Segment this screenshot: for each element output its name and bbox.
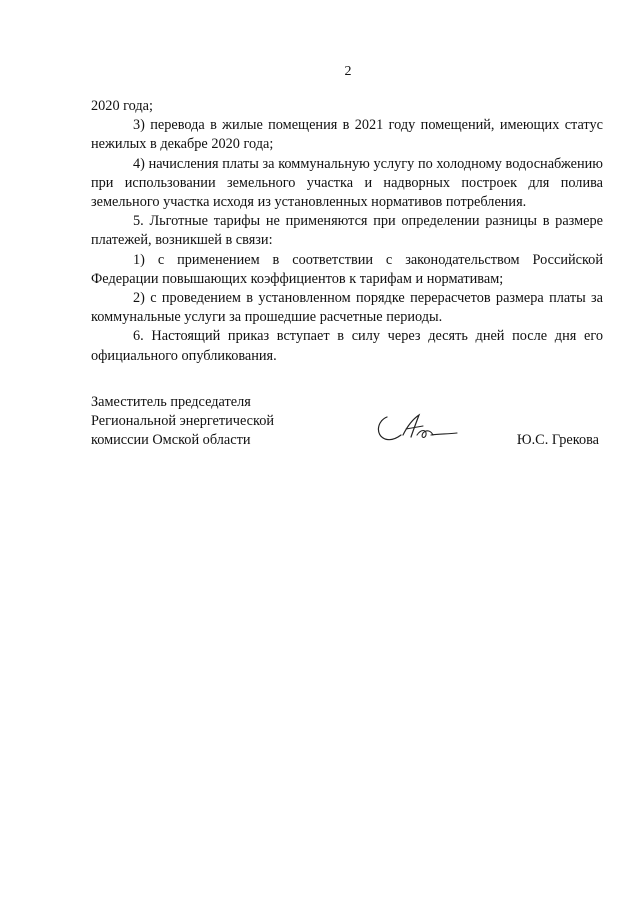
signatory-name: Ю.С. Грекова [516, 432, 599, 448]
paragraph-continuation: 2020 года; [91, 98, 154, 114]
signatory-title-line-1: Заместитель председателя [91, 394, 251, 410]
paragraph-section-5: 5. Льготные тарифы не применяются при определении разницы в размере платежей, возникшей в связи: [91, 213, 603, 249]
signature-block [91, 393, 603, 463]
signatory-title-line-2: Региональной энергетической [91, 413, 275, 430]
document-body [91, 97, 603, 366]
paragraph-section-6: 6. Настоящий приказ вступает в силу через десять дней после дня его официального опубликования. [91, 328, 603, 364]
handwritten-signature-icon [373, 405, 463, 447]
page-number: 2 [344, 64, 352, 79]
paragraph-subitem-1: 1) с применением в соответствии с законодательством Российской Федерации повышающих коэффициентов к тарифам и нормативам; [91, 251, 603, 287]
paragraph-item-4: 4) начисления платы за коммунальную услугу по холодному водоснабжению при использовании земельного участка и надворных построек для полива земельного участка исходя из установленных нормативов потребления. [91, 155, 603, 211]
signatory-title-line-3: комиссии Омской области [91, 432, 251, 449]
paragraph-item-3: 3) перевода в жилые помещения в 2021 году помещений, имеющих статус нежилых в декабре 2020 года; [91, 117, 603, 153]
paragraph-subitem-2: 2) с проведением в установленном порядке перерасчетов размера платы за коммунальные услуги за прошедшие расчетные периоды. [91, 290, 603, 326]
